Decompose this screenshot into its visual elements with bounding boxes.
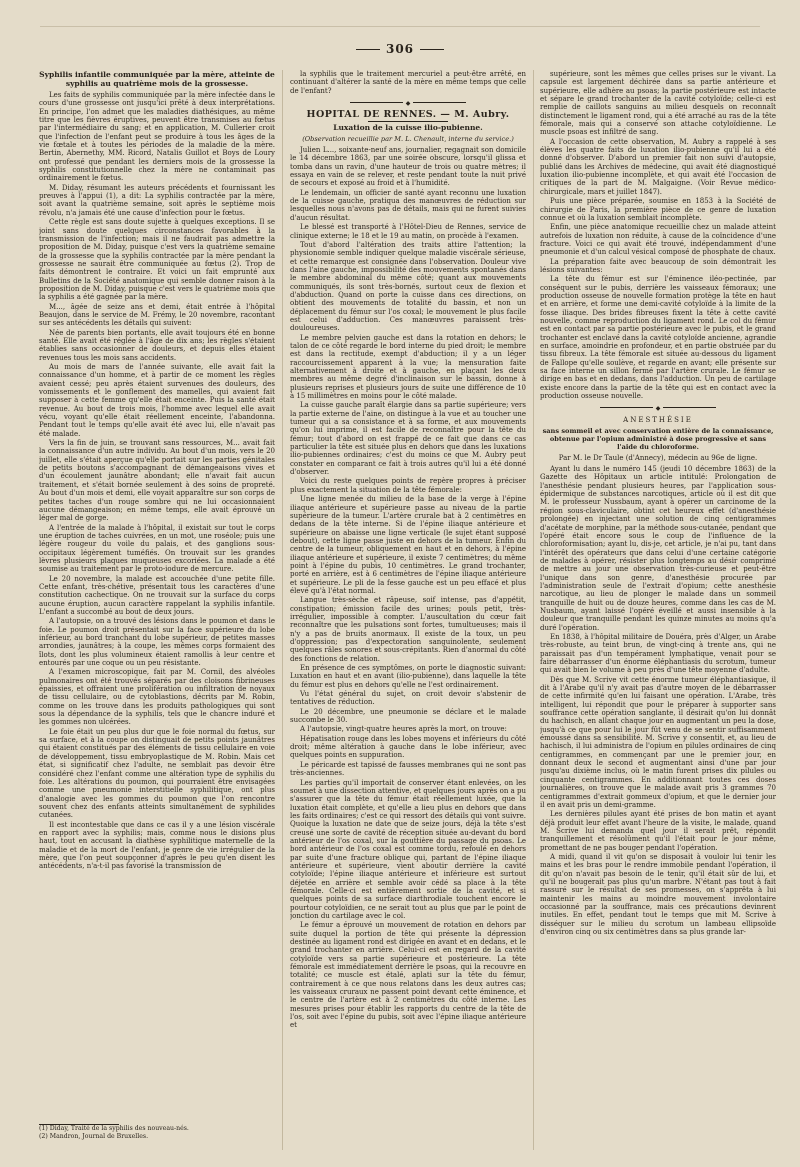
paragraph: Les faits de syphilis communiquée par la mère infectée dans le cours d'une grossesse ont jusqu'ici prêté à deux interprétations. En principe, l'on admet que les maladies diathésiques, au même titre que les fièvres éruptives, peuvent être transmises au fœtus par l'intermédiaire du sang; et en application, M. Cullerier croit que l'infection de l'enfant peut se produire à tous les âges de la vie fœtale et à toutes les périodes de la maladie de la mère. Bertin, Abernethy, MM. Ricord, Natalis Guillot et Boys de Loury ont professé que pendant les derniers mois de la grossesse la syphilis constitutionnelle chez la mère ne contaminait pas ordinairement le fœtus. (39, 91, 275, 183)
paragraph: supérieure, sont les mêmes que celles prises sur le vivant. La capsule est largement déchirée dans sa partie antérieure et supérieure, elle adhère au psoas; la partie postérieure est intacte et sépare le grand trochanter de la cavité cotyloïde; celle-ci est remplie de caillots sanguins au milieu desquels on reconnaît distinctement le ligament rond, qui a été arraché au ras de la tête fémorale, mais qui a conservé son attache cotyloïdienne. Le muscle psoas est infiltré de sang. (540, 70, 776, 137)
hospital-heading: HOPITAL DE RENNES. — M. Aubry. (306, 109, 510, 121)
paragraph: A l'autopsie, on a trouvé des lésions dans le poumon et dans le foie. Le poumon droit présentait sur la face supérieure du lobe inférieur, au bord tranchant du lobe supérieur, de petites masses arrondies, jaunâtres; à la coupe, les mêmes corps formaient des îlots, dont les plus volumineux étaient ramollis à leur centre et entourés par une coque ou un peu résistante. (39, 617, 275, 668)
paragraph: Langue très-sèche et râpeuse, soif intense, pas d'appétit, constipation; émission facile des urines; pouls petit, très-irrégulier, impossible à compter. L'auscultation du cœur fait reconnaître que les pulsations sont fortes, tumultueuses; mais il n'y a pas de bruits anormaux. Il existe de la toux, un peu d'oppression; pas d'expectoration sanguinolente, seulement quelques râles sonores et sous-crépitants. Rien d'anormal du côté des fonctions de relation. (290, 596, 526, 663)
paragraph: Il est incontestable que dans ce cas il y a une lésion viscérale en rapport avec la syphilis; mais, comme nous le disions plus haut, tout en accusant la diathèse syphilitique maternelle de la maladie et de la mort de l'enfant, je genre de vie irrégulier de la mère, que l'on peut soupçonner d'après le peu qu'en disent les antécédents, n'a-t-il pas favorisé la transmission de (39, 820, 275, 871)
article-title: Syphilis infantile communiquée par la mère, atteinte de syphilis au quatrième mois de la grossesse. (39, 70, 275, 88)
paragraph: La tête du fémur est sur l'éminence iléo-pectinée, par conséquent sur le pubis, derrière les vaisseaux fémoraux; une production osseuse de nouvelle formation protège la tête en haut et en arrière, et forme une demi-cavité cotyloïde à la limite de la fosse iliaque. Des brides fibreuses fixent la tête à cette cavité nouvelle, comme reproduction du ligament rond. Le col du fémur est en contact par sa partie postérieure avec le pubis, et le grand trochanter est enclavé dans la cavité cotyloïde ancienne, agrandie en surface, amoindrie en profondeur, et en partie obstruée par du tissu fibreux. La tête fémorale est située au-dessous du ligament de Fallope qu'elle soulève, et regarde en avant; elle présente sur sa face interne un sillon fermé par l'artère crurale. Le fémur se dirige en bas et en dedans, dans l'adduction. Un peu de cartilage existe encore dans la partie de la tête qui est en contact avec la production osseuse nouvelle. (540, 275, 776, 401)
column-1 (39, 70, 275, 1150)
paragraph: Vu l'état général du sujet, on croit devoir s'abstenir de tentatives de réduction. (290, 690, 526, 707)
section-separator: ◆ (290, 99, 526, 105)
column-divider (282, 70, 283, 1150)
byline: Par M. le Dr Taule (d'Annecy), médecin au 96e de ligne. (558, 453, 758, 462)
paragraph: Puis une pièce préparée, soumise en 1853 à la Société de chirurgie de Paris, la première pièce de ce genre de luxation connue et où la luxation semblait incomplète. (540, 197, 776, 222)
paragraph: Au mois de mars de l'année suivante, elle avait fait la connaissance d'un homme, et à partir de ce moment les règles avaient cessé; peu après étaient survenues des douleurs, des vomissements et le gonflement des mamelles, qui avaient fait supposer à cette femme qu'elle était enceinte. Puis la santé était revenue. Au bout de trois mois, l'homme avec lequel elle avait vécu, voyant qu'elle était réellement enceinte, l'abandonna. Pendant tout le temps qu'elle avait été avec lui, elle n'avait pas été malade. (39, 363, 275, 438)
paragraph: Hépatisation rouge dans les lobes moyens et inférieurs du côté droit; même altération à gauche dans le lobe inférieur, avec quelques points en suppuration. (290, 734, 526, 760)
paragraph: Une ligne menée du milieu de la base de la verge à l'épine iliaque antérieure et supérieure passe au niveau de la partie supérieure de la tumeur. L'artère crurale bat à 2 centimètres en dedans de la tête interne. Si de l'épine iliaque antérieure et supérieure on abaisse une ligne verticale (le sujet étant supposé debout), cette ligne passe juste en dehors de la tumeur. Enfin du centre de la tumeur, obliquement en haut et en dehors, à l'épine iliaque antérieure et supérieure, il existe 7 centimètres; du même point à l'épine du pubis, 10 centimètres. Le grand trochanter, porté en arrière, est à 6 centimètres de l'épine iliaque antérieure et supérieure. Le pli de la fesse gauche est un peu effacé et plus élevé qu'à l'état normal. (290, 495, 526, 595)
section-title: ANESTHÉSIE (623, 416, 693, 425)
article-body (540, 465, 776, 936)
paragraph: La préparation faite avec beaucoup de soin démontrait les lésions suivantes: (540, 257, 776, 274)
paragraph: Cette règle est sans doute sujette à quelques exceptions. Il se joint sans doute quelques circonstances favorables à la transmission de l'infection; mais il ne faudrait pas admettre la proposition de M. Diday, puisque c'est vers la quatrième semaine de la grossesse que la syphilis contractée par la mère pendant la grossesse ne saurait être communiquée au fœtus (2). Trop de faits démontrent le contraire. Et voici un fait emprunté aux Bulletins de la Société anatomique qui semble donner raison à la proposition de M. Diday, puisque c'est vers le quatrième mois que la syphilis a été gagnée par la mère. (39, 218, 275, 302)
column-3 (540, 70, 776, 1150)
paragraph: A l'occasion de cette observation, M. Aubry a rappelé à ses élèves les quatre faits de luxation ilio-pubienne qu'il lui a été donné d'observer. D'abord un premier fait non suivi d'autopsie, publié dans les Archives de médecine, qui avait été diagnostiqué luxation ilio-pubienne incomplète, et qui avait été l'occasion de critiques de la part de M. Malgaigne. (Voir Revue médico-chirurgicale, mars et juillet 1847). (540, 137, 776, 196)
article-body (290, 146, 526, 1030)
article-body (39, 91, 275, 871)
paragraph: Le fémur a éprouvé un mouvement de rotation en dehors par suite duquel la portion de tête qui présente la dépression destinée au ligament rond est dirigée en avant et en dedans, et le grand trochanter en arrière. Celui-ci est en regard de la cavité cotyloïde vers sa partie supérieure et postérieure. La tête fémorale est immédiatement derrière le psoas, qui la recouvre en totalité; ce muscle est étalé, aplati sur la tête du fémur, contrairement à ce que nous relatons dans les deux autres cas; les vaisseaux cruraux ne passent point devant cette éminence, et le centre de l'artère est à 2 centimètres du côté interne. Les mesures prises pour établir les rapports du centre de la tête de l'os, soit avec l'épine du pubis, soit avec l'épine iliaque antérieure et (290, 921, 526, 1030)
paragraph: Les dernières pilules ayant été prises de bon matin et ayant déjà produit leur effet avant l'heure de la visite, le malade, quand M. Scrive lui demanda quel jour il serait prêt, répondit tranquillement et résolûment qu'il l'était pour le jour même, promettant de ne pas bouger pendant l'opération. (540, 810, 776, 852)
page-number: 306 (0, 42, 800, 56)
paragraph: Julien L..., soixante-neuf ans, journalier, regagnait son domicile le 14 décembre 1863, par une soirée obscure, lorsqu'il glissa et tomba dans un ravin, d'une hauteur de trois ou quatre mètres; il essaya en vain de se relever, et reste pendant toute la nuit privé de secours et exposé au froid et à l'humidité. (290, 146, 526, 188)
paragraph: Le péricarde est tapissé de fausses membranes qui ne sont pas très-anciennes. (290, 760, 526, 778)
paragraph: Enfin, une pièce anatomique recueillie chez un malade atteint autrefois de luxation non réduite, à cause de la coïncidence d'une fracture. Voici ce qui avait été trouvé, indépendamment d'une pneumonie et d'un calcul vésical composé de phosphate de chaux. (540, 223, 776, 257)
bleed-through-header (40, 14, 760, 27)
paragraph: Le lendemain, un officier de santé ayant reconnu une luxation de la cuisse gauche, pratiqua des manœuvres de réduction sur lesquelles nous n'avons pas de détails, mais qui ne furent suivies d'aucun résultat. (290, 188, 526, 222)
footnote: (1) Diday, Traité de la syphilis des nouveau-nés. (39, 1125, 189, 1132)
paragraph: Le membre pelvien gauche est dans la rotation en dehors; le talon de ce côté regarde le bord interne du pied droit; le membre est dans la rectitude, exempt d'abduction; il y a un léger raccourcissement apparent à la vue; la mensuration faite alternativement à droite et à gauche, en plaçant les deux membres au même degré d'inclinaison sur le bassin, donne à plusieurs reprises et plusieurs jours de suite une différence de 10 à 15 millimètres en moins pour le côté malade. (290, 333, 526, 401)
column-divider (533, 70, 534, 1150)
paragraph: Dès que M. Scrive vit cette énorme tumeur éléphantiasique, il dit à l'Arabe qu'il n'y avait pas d'autre moyen de le débarrasser de cette infirmité qu'en lui faisant une opération. L'Arabe, très intelligent, lui répondit que pour le préparer à supporter sans souffrance cette opération sanglante, il désirait qu'on lui donnât du hachisch, en allant chaque jour en augmentant un peu la dose, jusqu'à ce que pour lui le jour fût venu de se sentir suffisamment émoussé dans sa sensibilité. M. Scrive y consentit, et, au lieu de hachisch, il lui administra de l'opium en pilules ordinaires de cinq centigrammes, en commençant par une le premier jour, en donnant deux le second et augmentant ainsi d'une par jour jusqu'au dixième inclus, où le matin furent prises dix pilules ou cinquante centigrammes. En additionnant toutes ces doses journalières, on trouve que le malade avait pris 3 grammes 70 centigrammes d'extrait gommeux d'opium, et que le dernier jour il en avait pris un demi-gramme. (540, 675, 776, 809)
paragraph: Tout d'abord l'altération des traits attire l'attention; la physionomie semble indiquer quelque maladie viscérale sérieuse, et cette remarque est consignée dans l'observation. Douleur vive dans l'aine gauche, impossibilité des mouvements spontanés dans le membre abdominal du même côté; quant aux mouvements communiqués, ils sont très-bornés, surtout ceux de flexion et d'abduction. Quand on porte la cuisse dans ces directions, on obtient des mouvements de totalité du bassin, et non un déplacement du fémur sur l'os coxal; le mouvement le plus facile est celui d'adduction. Ces manœuvres paraissent très-douloureuses. (290, 240, 526, 333)
paragraph: A l'entrée de la malade à l'hôpital, il existait sur tout le corps une éruption de taches cuivrées, en un mot, une roséole; puis une légère rougeur du voile du palais, et des ganglions sous-occipitaux légèrement tuméfiés. On trouvait sur les grandes lèvres plusieurs plaques muqueuses excoriées. La malade a été soumise au traitement par le proto-iodure de mercure. (39, 523, 275, 574)
paragraph: A midi, quand il vit qu'on se disposait à vouloir lui tenir les mains et les bras pour le rendre immobile pendant l'opération, il dit qu'on n'avait pas besoin de le tenir, qu'il était sûr de lui, et qu'il ne bougerait pas plus qu'un marbre. N'étant pas tout à fait rassuré sur le résultat de ses promesses, on s'apprêta à lui maintenir les mains au moindre mouvement involontaire occasionné par la souffrance, mais ces précautions devinrent inutiles. En effet, pendant tout le temps que mit M. Scrive à disséquer sur le milieu du scrotum un lambeau ellipsoïde d'environ cinq ou six centimètres dans sa plus grande lar- (540, 852, 776, 936)
footnote: (2) Mandron, Journal de Bruxelles. (39, 1133, 149, 1140)
section-separator: ◆ (540, 404, 776, 410)
paragraph: La cuisse gauche paraît élargie dans sa partie supérieure; vers la partie externe de l'aine, on distingue à la vue et au toucher une tumeur qui a sa consistance et à sa forme, et aux mouvements qu'on lui imprime, il est facile de reconnaître pour la tête du fémur; tout d'abord on est frappé de ce fait que dans ce cas particulier la tête est située plus en dehors que dans les luxations ilio-pubiennes ordinaires; c'est du moins ce que M. Aubry peut constater en comparant ce fait à trois autres qu'il lui a été donné d'observer. (290, 401, 526, 477)
observation-credit: (Observation recueillie par M. L. Chenault, interne du service.) (302, 134, 514, 143)
paragraph: A l'examen microscopique, fait par M. Cornil, des alvéoles pulmonaires ont été trouvés séparés par des cloisons fibrineuses épaissies, et offraient une prolifération ou infiltration de noyaux de tissu cellulaire, ou de cytoblastions, décrits par M. Robin, comme on les trouve dans les produits pathologiques qui sont sous la dépendance de la syphilis, tels que le chancre induré et les gommes non ulcérées. (39, 668, 275, 727)
column-2 (290, 70, 526, 1150)
paragraph: Vers la fin de juin, se trouvant sans ressources, M... avait fait la connaissance d'un autre individu. Au bout d'un mois, vers le 20 juillet, elle s'était aperçue qu'elle portait sur les parties génitales de petits boutons s'accompagnant de démangeaisons vives et d'un écoulement jaunâtre abondant; elle n'avait fait aucun traitement, et s'était bornée seulement à des soins de propreté. Au bout d'un mois et demi, elle voyait apparaître sur son corps de petites taches d'un rouge sombre qui ne lui occasionnaient aucune démangeaison; en même temps, elle avait éprouvé un léger mal de gorge. (39, 439, 275, 523)
paragraph: Ayant lu dans le numéro 145 (jeudi 10 décembre 1863) de la Gazette des Hôpitaux un article intitulé: Prolongation de l'anesthésie pendant plusieurs heures, par l'application sous-épidermique de substances narcotiques, article où il est dit que M. le professeur Nussbaum, ayant à opérer un carcinome de la région sous-claviculaire, obtint cet heureux effet (d'anesthésie prolongée) en injectant une solution de cinq centigrammes d'acétate de morphine, par la méthode sous-cutanée, pendant que l'opéré était encore sous le coup de l'influence de la chloroformisation; ayant lu, dis-je, cet article, je n'ai pu, tant dans l'intérêt des opérateurs que dans celui d'une certaine catégorie de malades à opérer, résister plus longtemps au désir comprimé de mettre au jour une observation très-curieuse et peut-être l'unique dans son genre, d'anesthésie procurée par l'administration seule de l'extrait d'opium; cette anesthésie narcotique, au lieu de plonger le malade dans un sommeil tranquille de huit ou de douze heures, comme dans les cas de M. Nusbaum, ayant laissé l'opéré éveillé et aussi insensible à la douleur que tranquille pendant les quinze minutes au moins qu'a duré l'opération. (540, 465, 776, 632)
paragraph: En présence de ces symptômes, on porte le diagnostic suivant: Luxation en haut et en avant (ilio-pubienne), dans laquelle la tête du fémur est plus en dehors qu'elle ne l'est ordinairement. (290, 664, 526, 689)
paragraph: Née de parents bien portants, elle avait toujours été en bonne santé. Elle avait été réglée à l'âge de dix ans; les règles s'étaient établies sans occasionner de douleurs, et depuis elles étaient revenues tous les mois sans accidents. (39, 328, 275, 362)
article-body (540, 70, 776, 400)
paragraph: Le 20 décembre, une pneumonie se déclare et le malade succombe le 30. (290, 707, 526, 725)
paragraph: M..., âgée de seize ans et demi, était entrée à l'hôpital Beaujon, dans le service de M. Frémy, le 20 novembre, racontant sur ses antécédents les détails qui suivent: (39, 302, 275, 328)
paragraph: Voici du reste quelques points de repère propres à préciser plus exactement la situation de la tête fémorale: (290, 477, 526, 494)
article-continuation: la syphilis que le traitement mercuriel a peut-être arrêté, en continuant d'altérer la santé de la mère en même temps que celle de l'enfant? (290, 70, 526, 95)
paragraph: Le blessé est transporté à l'Hôtel-Dieu de Rennes, service de clinique externe; le 18 et le 19 au matin, on procède à l'examen. (290, 223, 526, 240)
paragraph: Le 20 novembre, la malade est accouchée d'une petite fille. Cette enfant, très-chétive, présentait tous les caractères d'une constitution cachectique. On ne trouvait sur la surface du corps aucune éruption, aucun caractère rappelant la syphilis infantile. L'enfant a succombé au bout de deux jours. (39, 574, 275, 616)
paragraph: A l'autopsie, vingt-quatre heures après la mort, on trouve: (300, 725, 507, 734)
paragraph: M. Diday, résumant les auteurs précédents et fournissant les preuves à l'appui (1), a dit: La syphilis contractée par la mère, soit avant la quatrième semaine, soit après le septième mois révolu, n'a jamais été une cause d'infection pour le fœtus. (39, 183, 275, 217)
paragraph: En 1838, à l'hôpital militaire de Douéra, près d'Alger, un Arabe très-robuste, au teint brun, de vingt-cinq à trente ans, qui ne paraissait pas d'un tempérament lymphatique, venait pour se faire débarrasser d'un énorme éléphantiasis du scrotum, tumeur qui avait bien le volume à peu près d'une tête moyenne d'adulte. (540, 632, 776, 675)
article-title: Luxation de la cuisse ilio-pubienne. (333, 123, 483, 133)
section-subtitle: sans sommeil et avec conservation entière de la connaissance, obtenue par l'opium administré à dose progressive et sans l'aide du chloroforme. (542, 426, 774, 451)
heading-rule (368, 121, 448, 122)
footnotes (39, 1124, 275, 1141)
paragraph: Le foie était un peu plus dur que le foie normal du fœtus, sur sa surface, et à la coupe on distinguait de petits points jaunâtres qui étaient constitués par des éléments de tissu cellulaire en voie de développement, tissu embryoplastique de M. Robin. Mais cet état, si significatif chez l'adulte, ne semblait pas devoir être considéré chez l'enfant comme une altération type de syphilis du foie. Les altérations du poumon, qui pourraient être envisagées comme une pneumonie interstitielle syphilitique, ont plus d'analogie avec les gommes du poumon que l'on rencontre souvent chez des enfants atteints simultanément de syphilides cutanées. (39, 727, 275, 820)
paragraph: Les parties qu'il importait de conserver étant enlevées, on les soumet à une dissection attentive, et quelques jours après on a pu s'assurer que la tête du fémur était réellement luxée, que la luxation était complète, et qu'elle a lieu plus en dehors que dans les faits ordinaires; c'est ce qui ressort des détails qui vont suivre. Quoique la luxation ne date que de seize jours, déjà la tête s'est creusé une sorte de cavité de réception située au-devant du bord antérieur de l'os coxal, sur la gouttière du passage du psoas. Le bord antérieur de l'os coxal est comme tordu, refoulé en dehors par suite d'une fracture oblique qui, partant de l'épine iliaque antérieure et supérieure, vient aboutir derrière la cavité cotyloïde; l'épine iliaque antérieure et inférieure est surtout déjetée en arrière et semble avoir cédé sa place à la tête fémorale. Celle-ci est entièrement sortie de la cavité, et si quelques points de sa surface diarthrodiale touchent encore le pourtour cotyloïdien, ce ne serait tout au plus que par le point de jonction du cartilage avec le col. (290, 778, 526, 920)
